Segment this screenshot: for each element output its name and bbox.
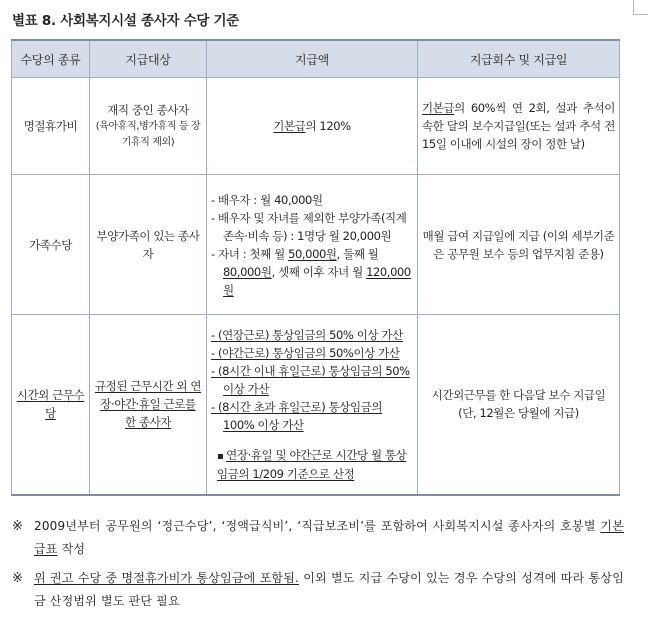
cell-target: 부양가족이 있는 종사자: [90, 175, 207, 315]
header-amount: 지급액: [207, 40, 418, 78]
allowance-table: [11, 39, 620, 496]
amount-underlined: 기본급: [273, 119, 306, 133]
header-target: 지급대상: [90, 40, 207, 78]
list-item: - (야간근로) 통상임금의 50%이상 가산: [211, 345, 400, 360]
cell-type: 명절휴가비: [12, 78, 90, 175]
amount-list: [211, 326, 413, 434]
header-type: 수당의 종류: [12, 40, 90, 78]
type-underlined: 시간외 근무수당: [16, 388, 85, 421]
cell-type: 가족수당: [12, 175, 90, 315]
header-schedule: 지급회수 및 지급일: [418, 40, 620, 78]
table-row-holiday-bonus: [12, 78, 620, 175]
cell-schedule: [418, 315, 620, 495]
footnote-1: [12, 515, 624, 561]
list-item: - (연장근로) 통상임금의 50% 이상 가산: [211, 327, 403, 342]
amount-list: [211, 191, 413, 299]
list-item: - 자녀 : 첫째 월 50,000원, 둘째 월 80,000원, 셋째 이후 자녀 월 120,000원: [211, 246, 411, 297]
list-item: - 배우자 : 월 40,000원: [211, 192, 323, 207]
footnote-text: 2009년부터 공무원의 ‘정근수당’, ‘정액급식비’, ‘직급보조비’를 포함하여 사회복지시설 종사자의 호봉별 기본급표 작성: [34, 519, 624, 556]
schedule-underlined: 기본급: [422, 101, 455, 115]
cell-amount: [207, 78, 418, 175]
target-main: 재직 중인 종사자: [107, 103, 189, 117]
schedule-text: 의 60%씩 연 2회, 설과 추석이 속한 달의 보수지급일(또는 설과 추석 전 15일 이내에 시설의 장이 정한 날): [422, 101, 615, 151]
cell-amount: [207, 315, 418, 495]
cell-target: [90, 315, 207, 495]
amount-text: 의 120%: [305, 119, 351, 133]
cell-target: [90, 78, 207, 175]
footnote-text: 위 권고 수당 중 명절휴가비가 통상임금에 포함됨. 이외 별도 지급 수당이 있는 경우 수당의 성격에 따라 통상임금 산정범위 별도 판단 필요: [34, 571, 624, 608]
list-item: - 배우자 및 자녀를 제외한 부양가족(직계존속·비속 등) : 1명당 월 20,000원: [211, 210, 407, 243]
list-item: - (8시간 초과 휴일근로) 통상임금의 100% 이상 가산: [211, 399, 383, 432]
reference-mark: ※: [12, 519, 24, 534]
table-row-family-allowance: [12, 175, 620, 315]
cell-type: [12, 315, 90, 495]
schedule-line-2: (단, 12월은 당월에 지급): [458, 406, 579, 421]
target-underlined: 규정된 근무시간 외 연장·야간·휴일 근로를 한 종사자: [94, 379, 202, 430]
schedule-line-1: 시간외근무를 한 다음달 보수 지급일: [431, 388, 606, 403]
page-corner-mark: [633, 0, 648, 15]
reference-mark: ※: [12, 571, 24, 586]
footnote-2: [12, 567, 624, 613]
cell-schedule: [418, 78, 620, 175]
target-sub: (육아휴직,병가휴직 등 장기휴직 제외): [95, 121, 201, 148]
amount-note: ▪ 연장·휴일 및 야간근로 시간당 월 통상임금의 1/209 기준으로 산정: [217, 447, 407, 481]
table-row-overtime-allowance: [12, 315, 620, 495]
cell-amount: [207, 175, 418, 315]
list-item: - (8시간 이내 휴일근로) 통상임금의 50% 이상 가산: [211, 363, 410, 396]
page-title: 별표 8. 사회복지시설 종사자 수당 기준: [12, 13, 240, 29]
cell-schedule: 매월 급여 지급일에 지급 (이외 세부기준은 공무원 보수 등의 업무지침 준용): [418, 175, 620, 315]
footnotes: [12, 515, 624, 613]
table-header-row: [12, 40, 620, 78]
